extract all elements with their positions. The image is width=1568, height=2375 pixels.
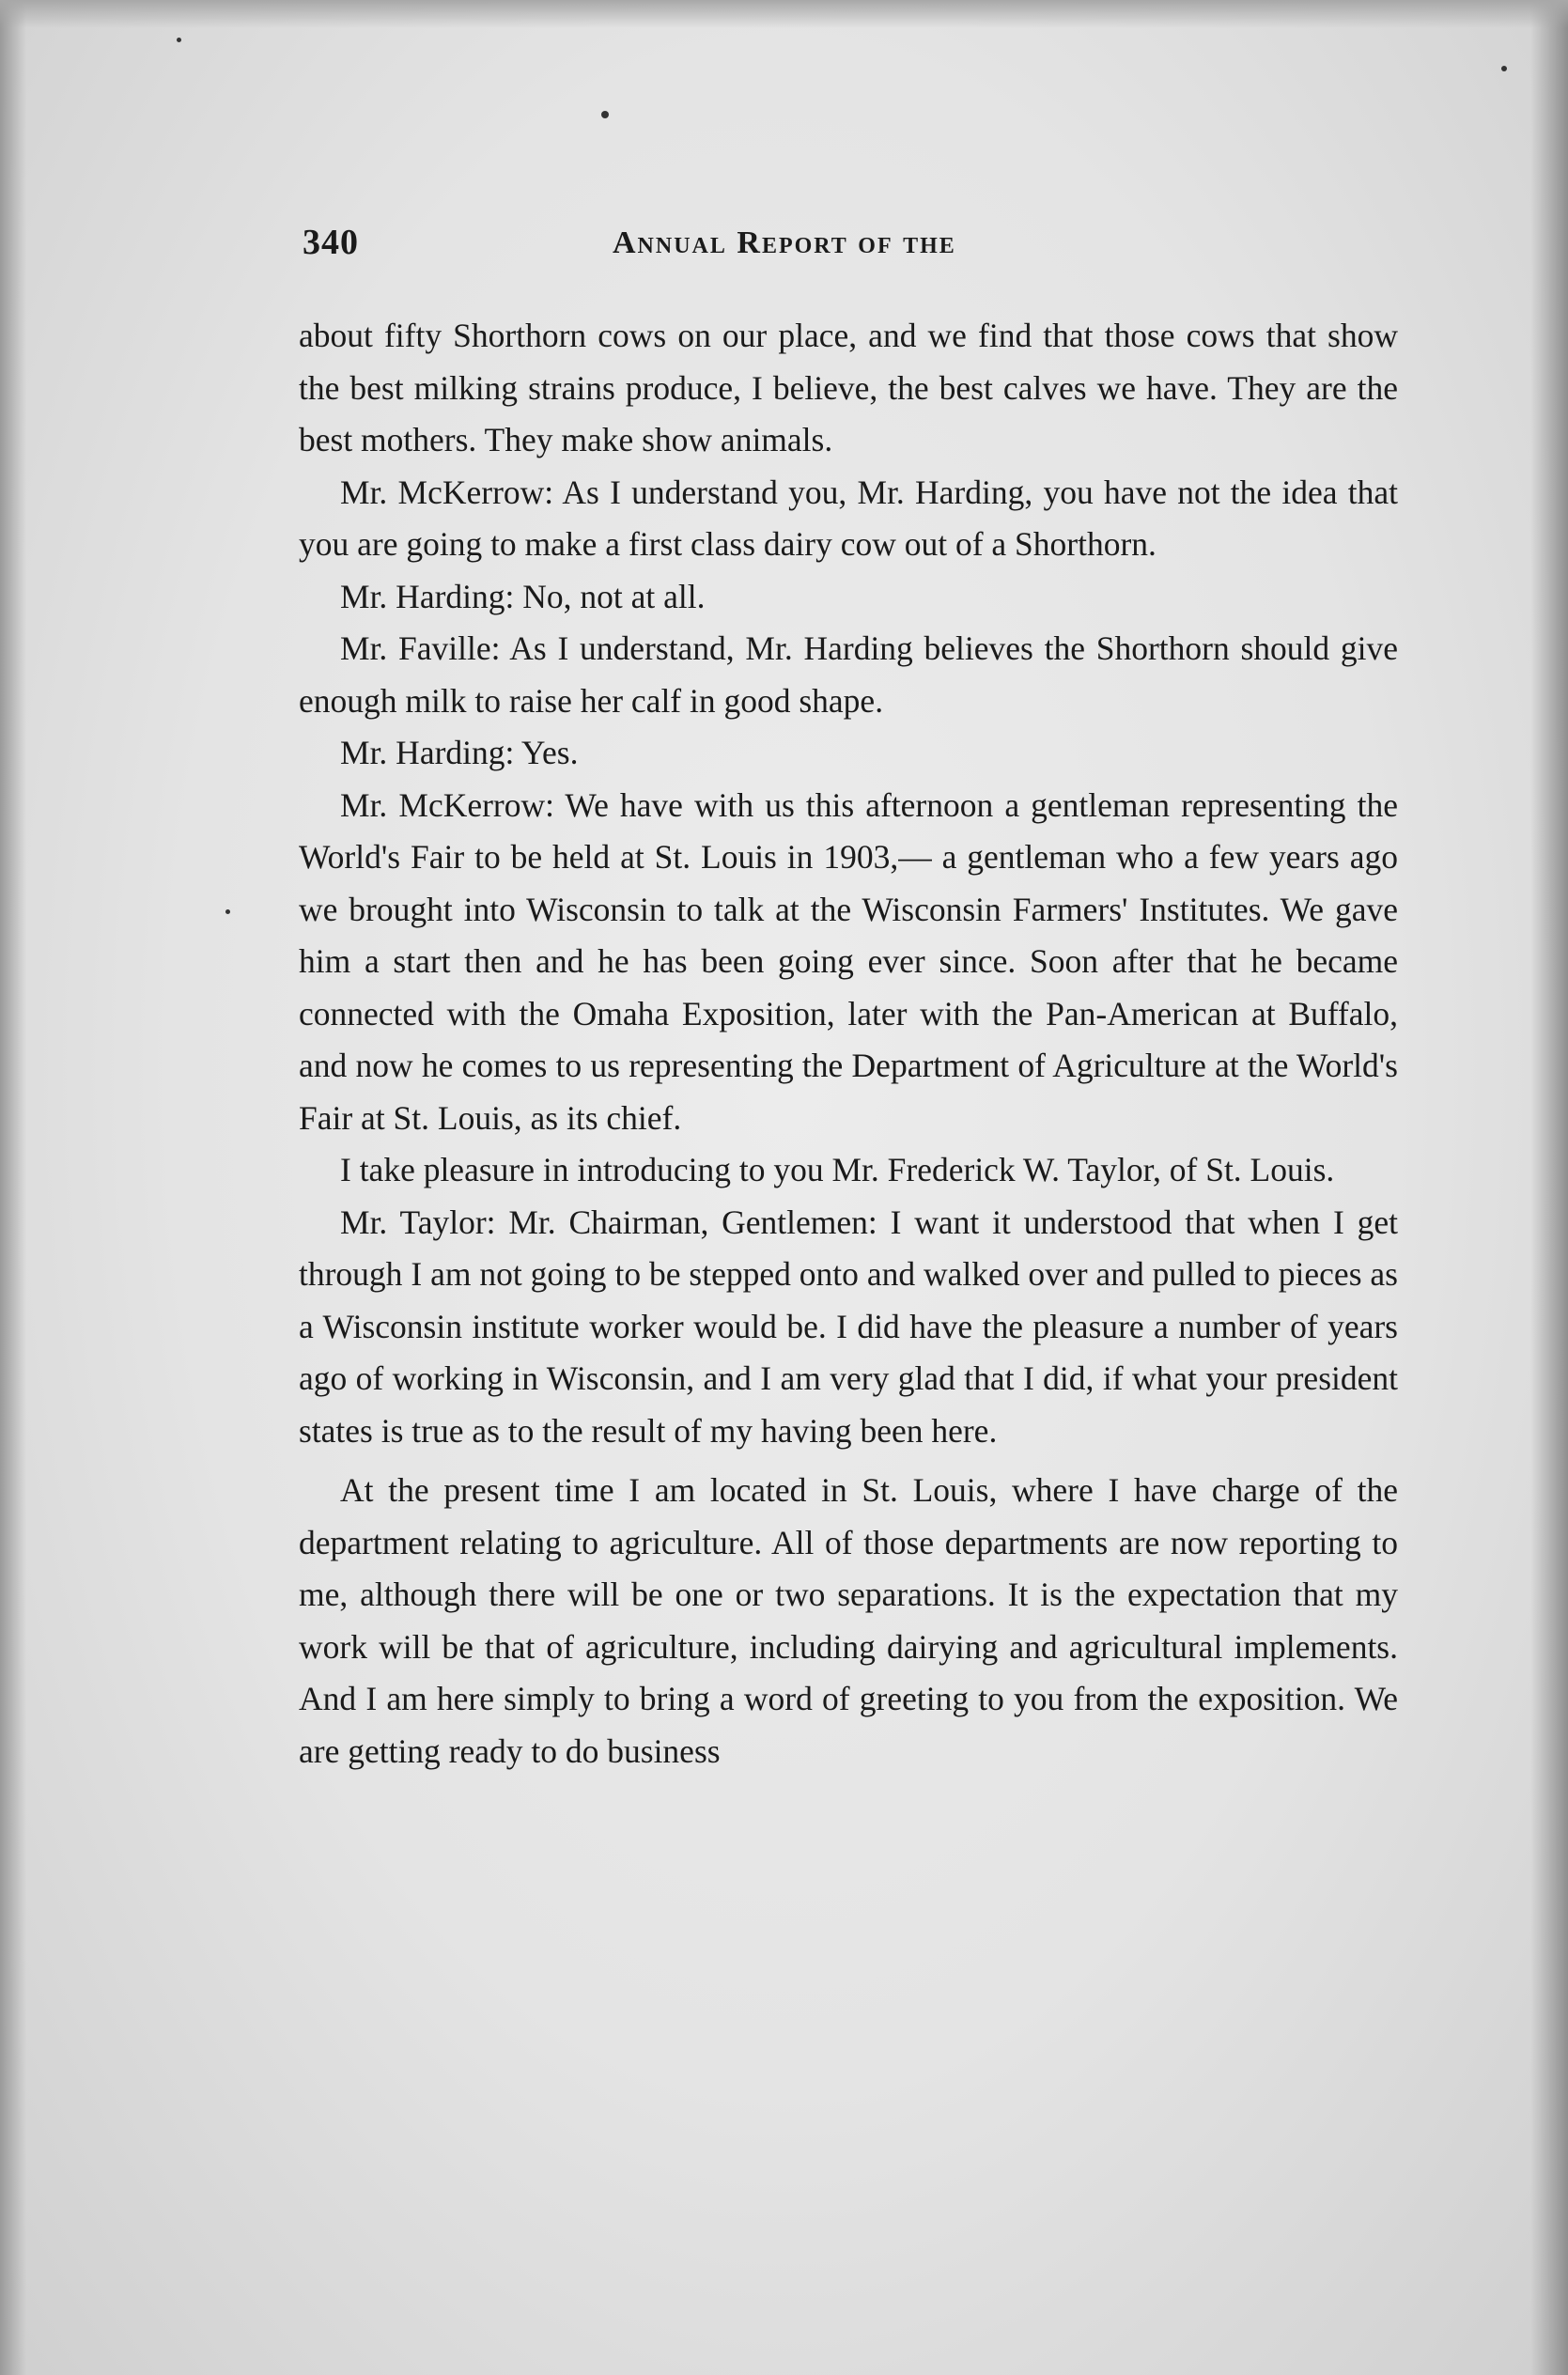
paragraph-taylor-remarks: Mr. Taylor: Mr. Chairman, Gentlemen: I want it understood that when I get through I am not going to be stepped onto and walked over and pulled to pieces as a Wisconsin institute worker would be. I did have the pleasure a number of years ago of working in Wisconsin, and I am very glad that I did, if what your president states is true as to the result of my having been here. <box>299 1203 1398 1450</box>
body-text <box>299 310 1398 1777</box>
paragraph-harding-yes: Mr. Harding: Yes. <box>340 734 579 771</box>
ink-speck <box>177 38 181 42</box>
paragraph-faville: Mr. Faville: As I understand, Mr. Harding believes the Shorthorn should give enough milk to raise her calf in good shape. <box>299 629 1398 720</box>
ink-speck <box>225 909 230 914</box>
paragraph-continuation: about fifty Shorthorn cows on our place, and we find that those cows that show the best milking strains produce, I believe, the best calves we have. They are the best mothers. They make show animals. <box>299 317 1398 458</box>
page-shadow-right <box>1530 0 1568 2375</box>
paragraph-mckerrow-question: Mr. McKerrow: As I understand you, Mr. Harding, you have not the idea that you are going to make a first class dairy cow out of a Shorthorn. <box>299 473 1398 563</box>
paragraph-introducing-taylor: I take pleasure in introducing to you Mr. Frederick W. Taylor, of St. Louis. <box>340 1151 1335 1188</box>
running-head: Annual Report of the <box>613 225 956 260</box>
paragraph-taylor-exposition: At the present time I am located in St. Louis, where I have charge of the department relating to agriculture. All of those departments are now reporting to me, although there will be one or two separations. It is the expectation that my work will be that of agriculture, including dairying and agricultural implements. And I am here simply to bring a word of greeting to you from the exposition. We are getting ready to do business <box>299 1471 1398 1770</box>
ink-speck <box>1501 66 1507 71</box>
paragraph-harding-answer: Mr. Harding: No, not at all. <box>340 577 706 615</box>
page-shadow-left <box>0 0 26 2375</box>
page-header <box>303 222 1392 271</box>
ink-speck <box>601 111 609 118</box>
page-shadow-top <box>0 0 1568 28</box>
paragraph-mckerrow-introduction: Mr. McKerrow: We have with us this afternoon a gentleman representing the World's Fair to be held at St. Louis in 1903,— a gentleman who a few years ago we brought into Wisconsin to talk at the Wisconsin Farmers' Institutes. We gave him a start then and he has been going ever since. Soon after that he became connected with the Omaha Exposition, later with the Pan-American at Buffalo, and now he comes to us representing the Department of Agriculture at the World's Fair at St. Louis, as its chief. <box>299 785 1398 1137</box>
page-number: 340 <box>303 223 359 262</box>
